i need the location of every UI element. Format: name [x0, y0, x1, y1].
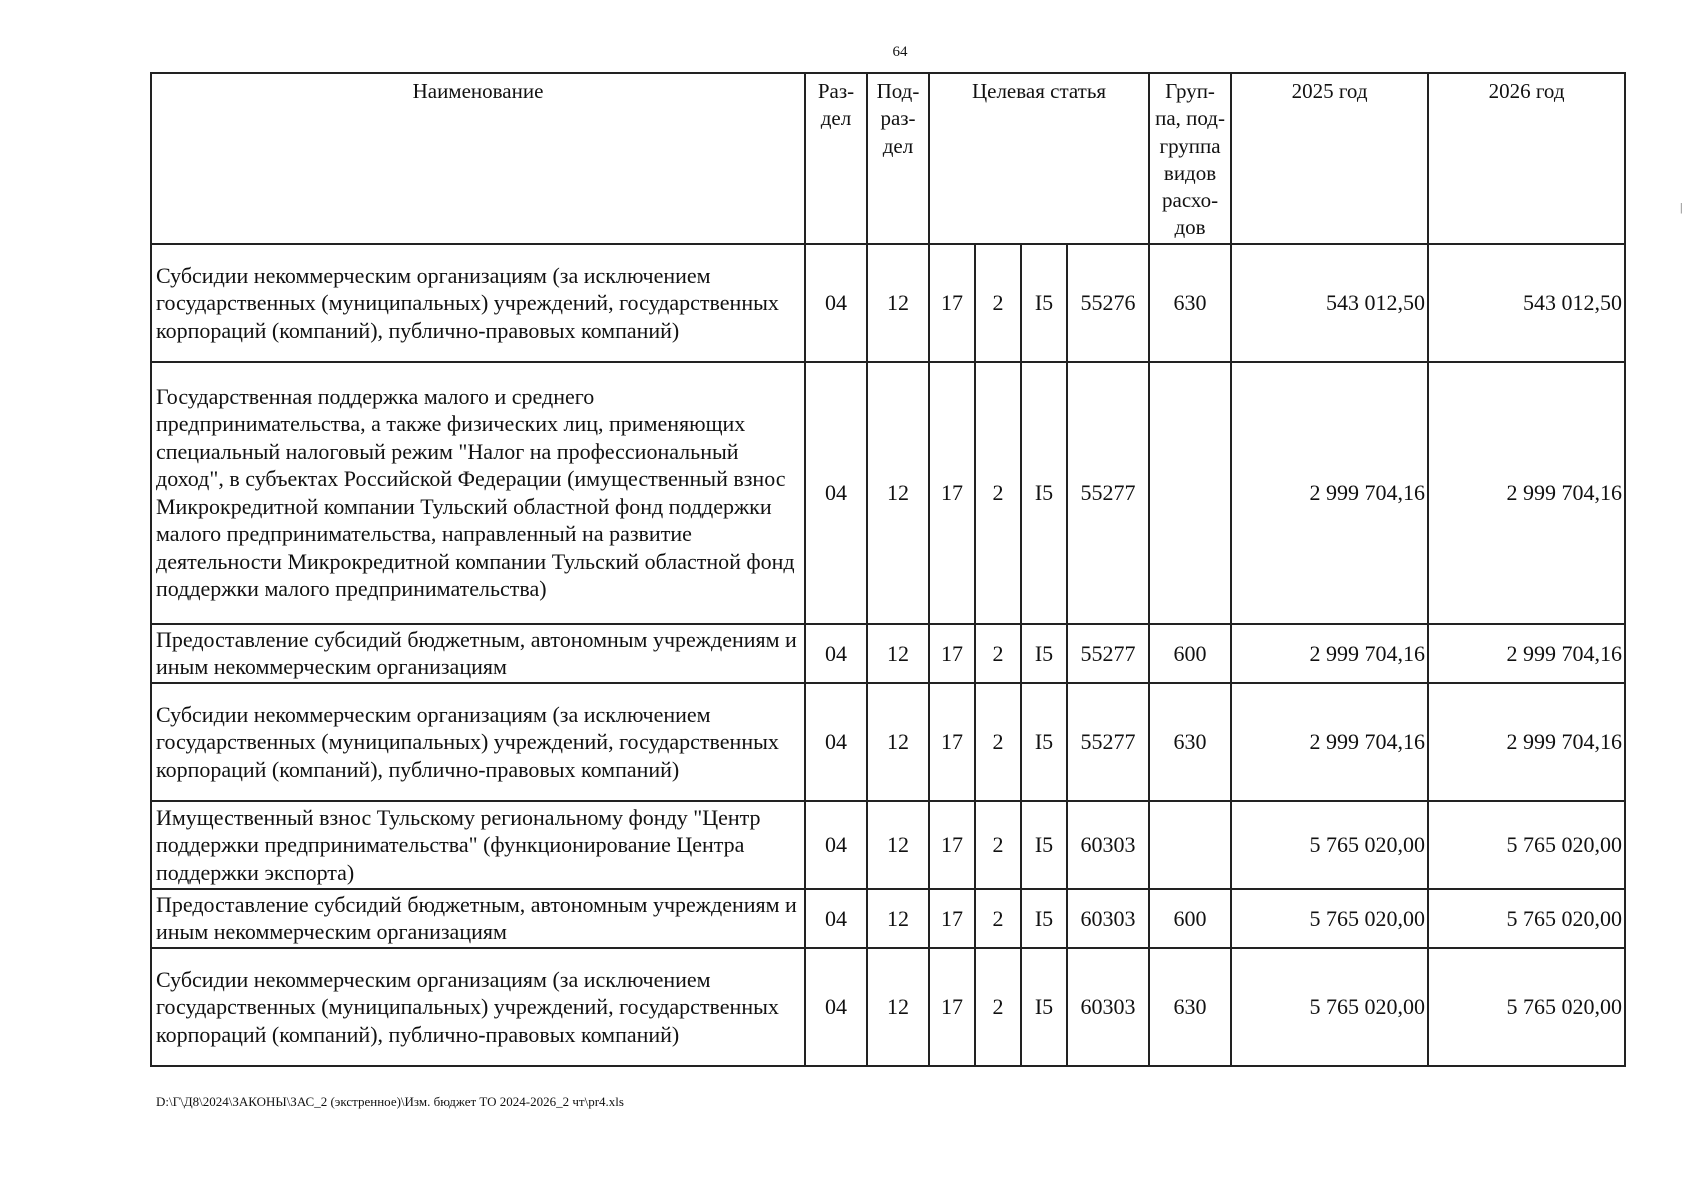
cell-expense-group — [1149, 362, 1231, 624]
table-row — [151, 889, 1625, 948]
table-row — [151, 624, 1625, 683]
header-year-2026: 2026 год — [1428, 73, 1625, 244]
cell-amount-2025: 2 999 704,16 — [1231, 362, 1428, 624]
cell-expense-group: 630 — [1149, 948, 1231, 1066]
table-row — [151, 948, 1625, 1066]
cell-target-program: 17 — [929, 801, 975, 889]
cell-section: 04 — [805, 948, 867, 1066]
cell-amount-2026: 2 999 704,16 — [1428, 683, 1625, 801]
margin-mark: | — [1680, 200, 1683, 214]
cell-target-subprogram: 2 — [975, 624, 1021, 683]
cell-section: 04 — [805, 683, 867, 801]
cell-target-direction: 55276 — [1067, 244, 1149, 362]
header-year-2025: 2025 год — [1231, 73, 1428, 244]
cell-amount-2026: 5 765 020,00 — [1428, 948, 1625, 1066]
header-expense-group-text: Груп- па, под- группа видов расхо- дов — [1155, 79, 1225, 240]
cell-amount-2026: 543 012,50 — [1428, 244, 1625, 362]
header-subsection — [867, 73, 929, 244]
cell-amount-2025: 5 765 020,00 — [1231, 889, 1428, 948]
cell-amount-2026: 2 999 704,16 — [1428, 362, 1625, 624]
cell-target-program: 17 — [929, 889, 975, 948]
cell-target-program: 17 — [929, 683, 975, 801]
cell-subsection: 12 — [867, 801, 929, 889]
budget-table — [150, 72, 1626, 1067]
cell-section: 04 — [805, 801, 867, 889]
header-name: Наименование — [151, 73, 805, 244]
header-section — [805, 73, 867, 244]
cell-amount-2025: 5 765 020,00 — [1231, 801, 1428, 889]
cell-target-program: 17 — [929, 624, 975, 683]
cell-target-project: I5 — [1021, 362, 1067, 624]
cell-expense-group: 630 — [1149, 244, 1231, 362]
cell-target-project: I5 — [1021, 624, 1067, 683]
cell-target-direction: 60303 — [1067, 889, 1149, 948]
cell-name: Предоставление субсидий бюджетным, автономным учреждениям и иным некоммерческим организациям — [151, 624, 805, 683]
cell-name: Субсидии некоммерческим организациям (за исключением государственных (муниципальных) учреждений, государственных корпораций (компаний), публично-правовых компаний) — [151, 948, 805, 1066]
cell-section: 04 — [805, 624, 867, 683]
cell-target-subprogram: 2 — [975, 889, 1021, 948]
table-row — [151, 801, 1625, 889]
cell-target-program: 17 — [929, 948, 975, 1066]
cell-subsection: 12 — [867, 683, 929, 801]
cell-target-project: I5 — [1021, 889, 1067, 948]
cell-amount-2025: 543 012,50 — [1231, 244, 1428, 362]
cell-subsection: 12 — [867, 889, 929, 948]
page-number: 64 — [892, 44, 908, 60]
table-row — [151, 244, 1625, 362]
cell-target-direction: 55277 — [1067, 683, 1149, 801]
cell-name: Субсидии некоммерческим организациям (за исключением государственных (муниципальных) учреждений, государственных корпораций (компаний), публично-правовых компаний) — [151, 683, 805, 801]
header-subsection-text: Под- раз- дел — [876, 79, 920, 158]
cell-amount-2026: 5 765 020,00 — [1428, 889, 1625, 948]
cell-target-project: I5 — [1021, 244, 1067, 362]
cell-expense-group — [1149, 801, 1231, 889]
cell-amount-2026: 2 999 704,16 — [1428, 624, 1625, 683]
cell-expense-group: 600 — [1149, 624, 1231, 683]
cell-name: Государственная поддержка малого и среднего предпринимательства, а также физических лиц, применяющих специальный налоговый режим "Налог на профессиональный доход", в субъектах Российской Федерации (имущественный взнос Микрокредитной компании Тульский областной фонд поддержки малого предпринимательства, направленный на развитие деятельности Микрокредитной компании Тульский областной фонд поддержки малого предпринимательства) — [151, 362, 805, 624]
cell-target-program: 17 — [929, 244, 975, 362]
cell-subsection: 12 — [867, 624, 929, 683]
cell-name: Имущественный взнос Тульскому региональному фонду "Центр поддержки предпринимательства" (функционирование Центра поддержки экспорта) — [151, 801, 805, 889]
cell-subsection: 12 — [867, 362, 929, 624]
cell-expense-group: 600 — [1149, 889, 1231, 948]
cell-target-direction: 55277 — [1067, 624, 1149, 683]
cell-name: Субсидии некоммерческим организациям (за исключением государственных (муниципальных) учреждений, государственных корпораций (компаний), публично-правовых компаний) — [151, 244, 805, 362]
cell-target-direction: 55277 — [1067, 362, 1149, 624]
cell-target-subprogram: 2 — [975, 362, 1021, 624]
header-section-text: Раз- дел — [817, 79, 855, 131]
cell-section: 04 — [805, 244, 867, 362]
cell-target-subprogram: 2 — [975, 801, 1021, 889]
cell-target-program: 17 — [929, 362, 975, 624]
cell-subsection: 12 — [867, 948, 929, 1066]
cell-expense-group: 630 — [1149, 683, 1231, 801]
table-header-row — [151, 73, 1625, 244]
cell-amount-2025: 2 999 704,16 — [1231, 624, 1428, 683]
cell-section: 04 — [805, 362, 867, 624]
table-body — [151, 244, 1625, 1066]
cell-target-project: I5 — [1021, 683, 1067, 801]
cell-section: 04 — [805, 889, 867, 948]
cell-subsection: 12 — [867, 244, 929, 362]
cell-target-subprogram: 2 — [975, 948, 1021, 1066]
header-expense-group — [1149, 73, 1231, 244]
cell-target-project: I5 — [1021, 801, 1067, 889]
table-row — [151, 362, 1625, 624]
cell-amount-2025: 5 765 020,00 — [1231, 948, 1428, 1066]
table-row — [151, 683, 1625, 801]
cell-target-subprogram: 2 — [975, 683, 1021, 801]
cell-target-project: I5 — [1021, 948, 1067, 1066]
cell-target-subprogram: 2 — [975, 244, 1021, 362]
footer-file-path: D:\Г\Д8\2024\ЗАКОНЫ\ЗАС_2 (экстренное)\Изм. бюджет ТО 2024-2026_2 чт\pr4.xls — [156, 1094, 624, 1109]
header-target-article: Целевая статья — [929, 73, 1149, 244]
cell-name: Предоставление субсидий бюджетным, автономным учреждениям и иным некоммерческим организациям — [151, 889, 805, 948]
cell-amount-2026: 5 765 020,00 — [1428, 801, 1625, 889]
cell-amount-2025: 2 999 704,16 — [1231, 683, 1428, 801]
cell-target-direction: 60303 — [1067, 948, 1149, 1066]
cell-target-direction: 60303 — [1067, 801, 1149, 889]
